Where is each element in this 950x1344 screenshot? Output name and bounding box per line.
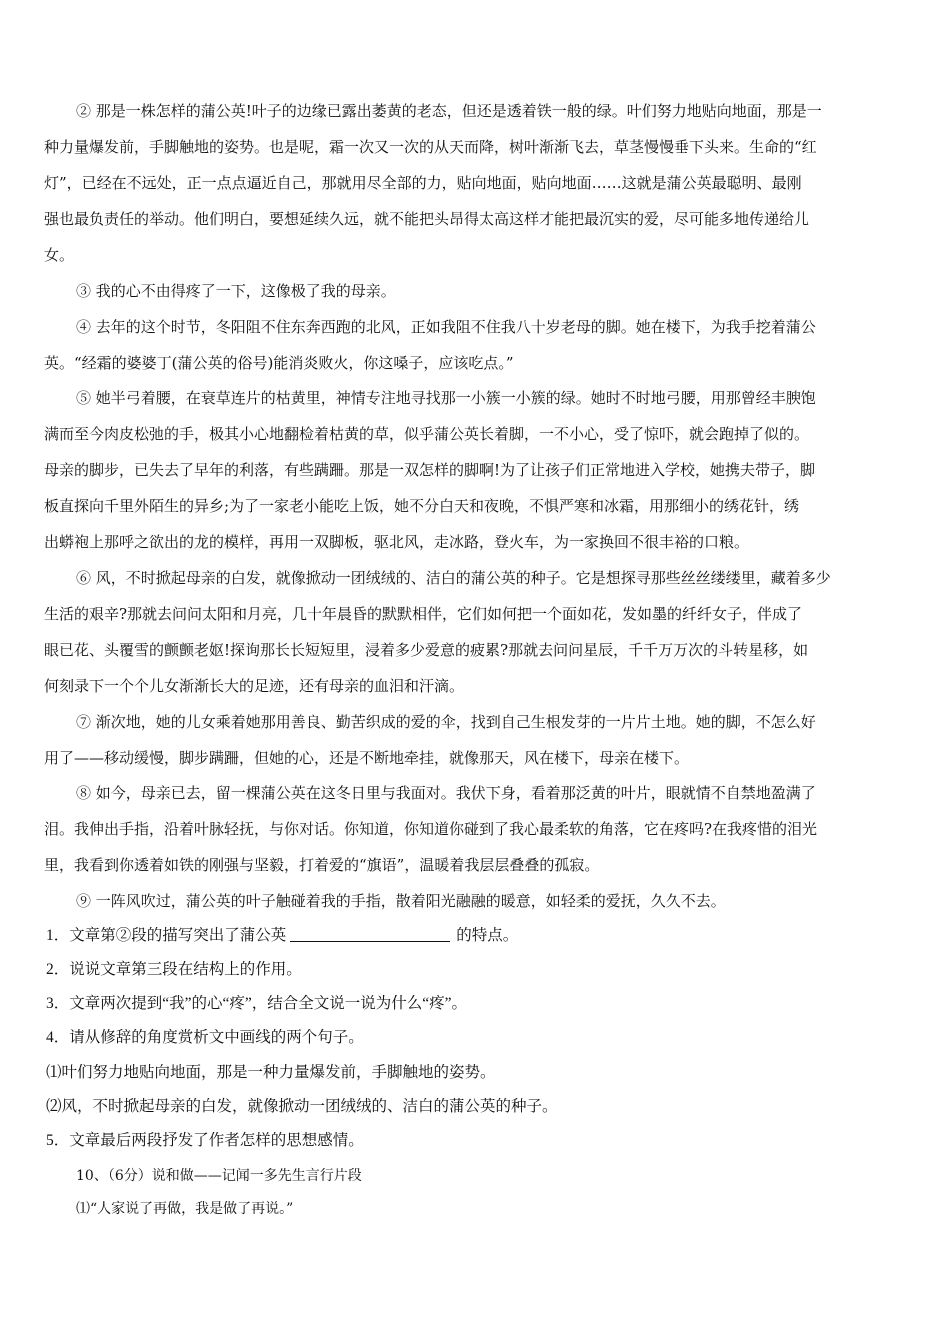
paragraph-5-line: ⑤ 她半弓着腰，在衰草连片的枯黄里，神情专注地寻找那一小簇一小簇的绿。她时不时地弓腰，用那曾经丰腴饱 <box>76 389 816 407</box>
paragraph-7-line: 用了——移动缓慢，脚步蹒跚，但她的心，还是不断地牵挂，就像那天，风在楼下，母亲在楼下。 <box>44 749 690 767</box>
paragraph-9-line: ⑨ 一阵风吹过，蒲公英的叶子触碰着我的手指，散着阳光融融的暖意，如轻柔的爱抚，久久不去。 <box>76 892 726 910</box>
question-4-item-1: ⑴叶们努力地贴向地面，那是一种力量爆发前，手脚触地的姿势。 <box>46 1064 496 1081</box>
question-5: 5．文章最后两段抒发了作者怎样的思想感情。 <box>46 1132 364 1149</box>
paragraph-6-line: 何刻录下一个个儿女渐渐长大的足迹，还有母亲的血汨和汗滴。 <box>44 677 465 695</box>
paragraph-8-line: ⑧ 如今，母亲已去，留一棵蒲公英在这冬日里与我面对。我伏下身，看着那泛黄的叶片，眼就情不自禁地盈满了 <box>76 784 816 802</box>
paragraph-6-line: 生活的艰辛?那就去问问太阳和月亮，几十年晨昏的默默相伴，它们如何把一个面如花，发如墨的纤纤女子，伴成了 <box>44 605 803 623</box>
paragraph-2-line: 种力量爆发前，手脚触地的姿势。也是呢，霜一次又一次的从天而降，树叶渐渐飞去，草茎慢慢垂下头来。生命的“红 <box>44 138 817 156</box>
paragraph-5-line: 满而至今肉皮松弛的手，极其小心地翻检着枯黄的草，似乎蒲公英长着脚，一不小心，受了惊吓，就会跑掉了似的。 <box>44 425 810 443</box>
paragraph-8-line: 里，我看到你透着如铁的刚强与坚毅，打着爱的“旗语”，温暖着我层层叠叠的孤寂。 <box>44 856 600 874</box>
paragraph-3-line: ③ 我的心不由得疼了一下，这像极了我的母亲。 <box>76 282 396 300</box>
question-4-item-2: ⑵风，不时掀起母亲的白发，就像掀动一团绒绒的、洁白的蒲公英的种子。 <box>46 1098 558 1115</box>
question-1 <box>46 926 518 946</box>
paragraph-6-line: 眼已花、头覆雪的颤颤老妪!探询那长长短短里，浸着多少爱意的疲累?那就去问问星辰，千千万万次的斗转星移，如 <box>44 641 809 659</box>
answer-blank[interactable] <box>290 927 450 942</box>
paragraph-4-line: 英。“经霜的婆婆丁(蒲公英的俗号)能消炎败火，你这嗓子，应该吃点。” <box>44 354 514 372</box>
paragraph-5-line: 出蟒袍上那呼之欲出的龙的模样，再用一双脚板，驱北风，走冰路，登火车，为一家换回不很丰裕的口粮。 <box>44 533 750 551</box>
paragraph-7-line: ⑦ 渐次地，她的儿女乘着她那用善良、勤苦织成的爱的伞，找到自己生根发芽的一片片土地。她的脚，不怎么好 <box>76 713 816 731</box>
paragraph-2-line: 灯”，已经在不远处，正一点点逼近自己，那就用尽全部的力，贴向地面，贴向地面……这就是蒲公英最聪明、最刚 <box>44 174 802 192</box>
question-10-title: 10、（6分）说和做——记闻一多先生言行片段 <box>76 1168 362 1184</box>
question-1-text: 1．文章第②段的描写突出了蒲公英 <box>46 927 287 944</box>
paragraph-8-line: 泪。我伸出手指，沿着叶脉轻抚，与你对话。你知道，你知道你碰到了我心最柔软的角落，它在疼吗?在我疼惜的泪光 <box>44 820 818 838</box>
question-3: 3．文章两次提到“我”的心“疼”，结合全文说一说为什么“疼”。 <box>46 995 468 1012</box>
question-1-suffix: 的特点。 <box>456 927 519 944</box>
question-2: 2．说说文章第三段在结构上的作用。 <box>46 961 302 978</box>
paragraph-6-line: ⑥ 风，不时掀起母亲的白发，就像掀动一团绒绒的、洁白的蒲公英的种子。它是想探寻那些丝丝缕缕里，藏着多少 <box>76 569 831 587</box>
question-10-sub-1: ⑴“人家说了再做，我是做了再说。” <box>76 1201 294 1217</box>
paragraph-2-line: 强也最负责任的举动。他们明白，要想延续久远，就不能把头昂得太高这样才能把最沉实的爱，尽可能多地传递给儿 <box>44 210 810 228</box>
paragraph-4-line: ④ 去年的这个时节，冬阳阻不住东奔西跑的北风，正如我阻不住我八十岁老母的脚。她在楼下，为我手挖着蒲公 <box>76 318 816 336</box>
paragraph-2-line: ② 那是一株怎样的蒲公英!叶子的边缘已露出萎黄的老态，但还是透着铁一般的绿。叶们努力地贴向地面，那是一 <box>76 102 822 120</box>
question-4: 4．请从修辞的角度赏析文中画线的两个句子。 <box>46 1029 364 1046</box>
paragraph-5-line: 母亲的脚步，已失去了早年的利落，有些蹒跚。那是一双怎样的脚啊!为了让孩子们正常地进入学校，她携夫带子，脚 <box>44 461 816 479</box>
paragraph-5-line: 板直探向千里外陌生的异乡;为了一家老小能吃上饭，她不分白天和夜晚，不惧严寒和冰霜，用那细小的绣花针，绣 <box>44 497 800 515</box>
paragraph-2-line: 女。 <box>44 246 75 264</box>
